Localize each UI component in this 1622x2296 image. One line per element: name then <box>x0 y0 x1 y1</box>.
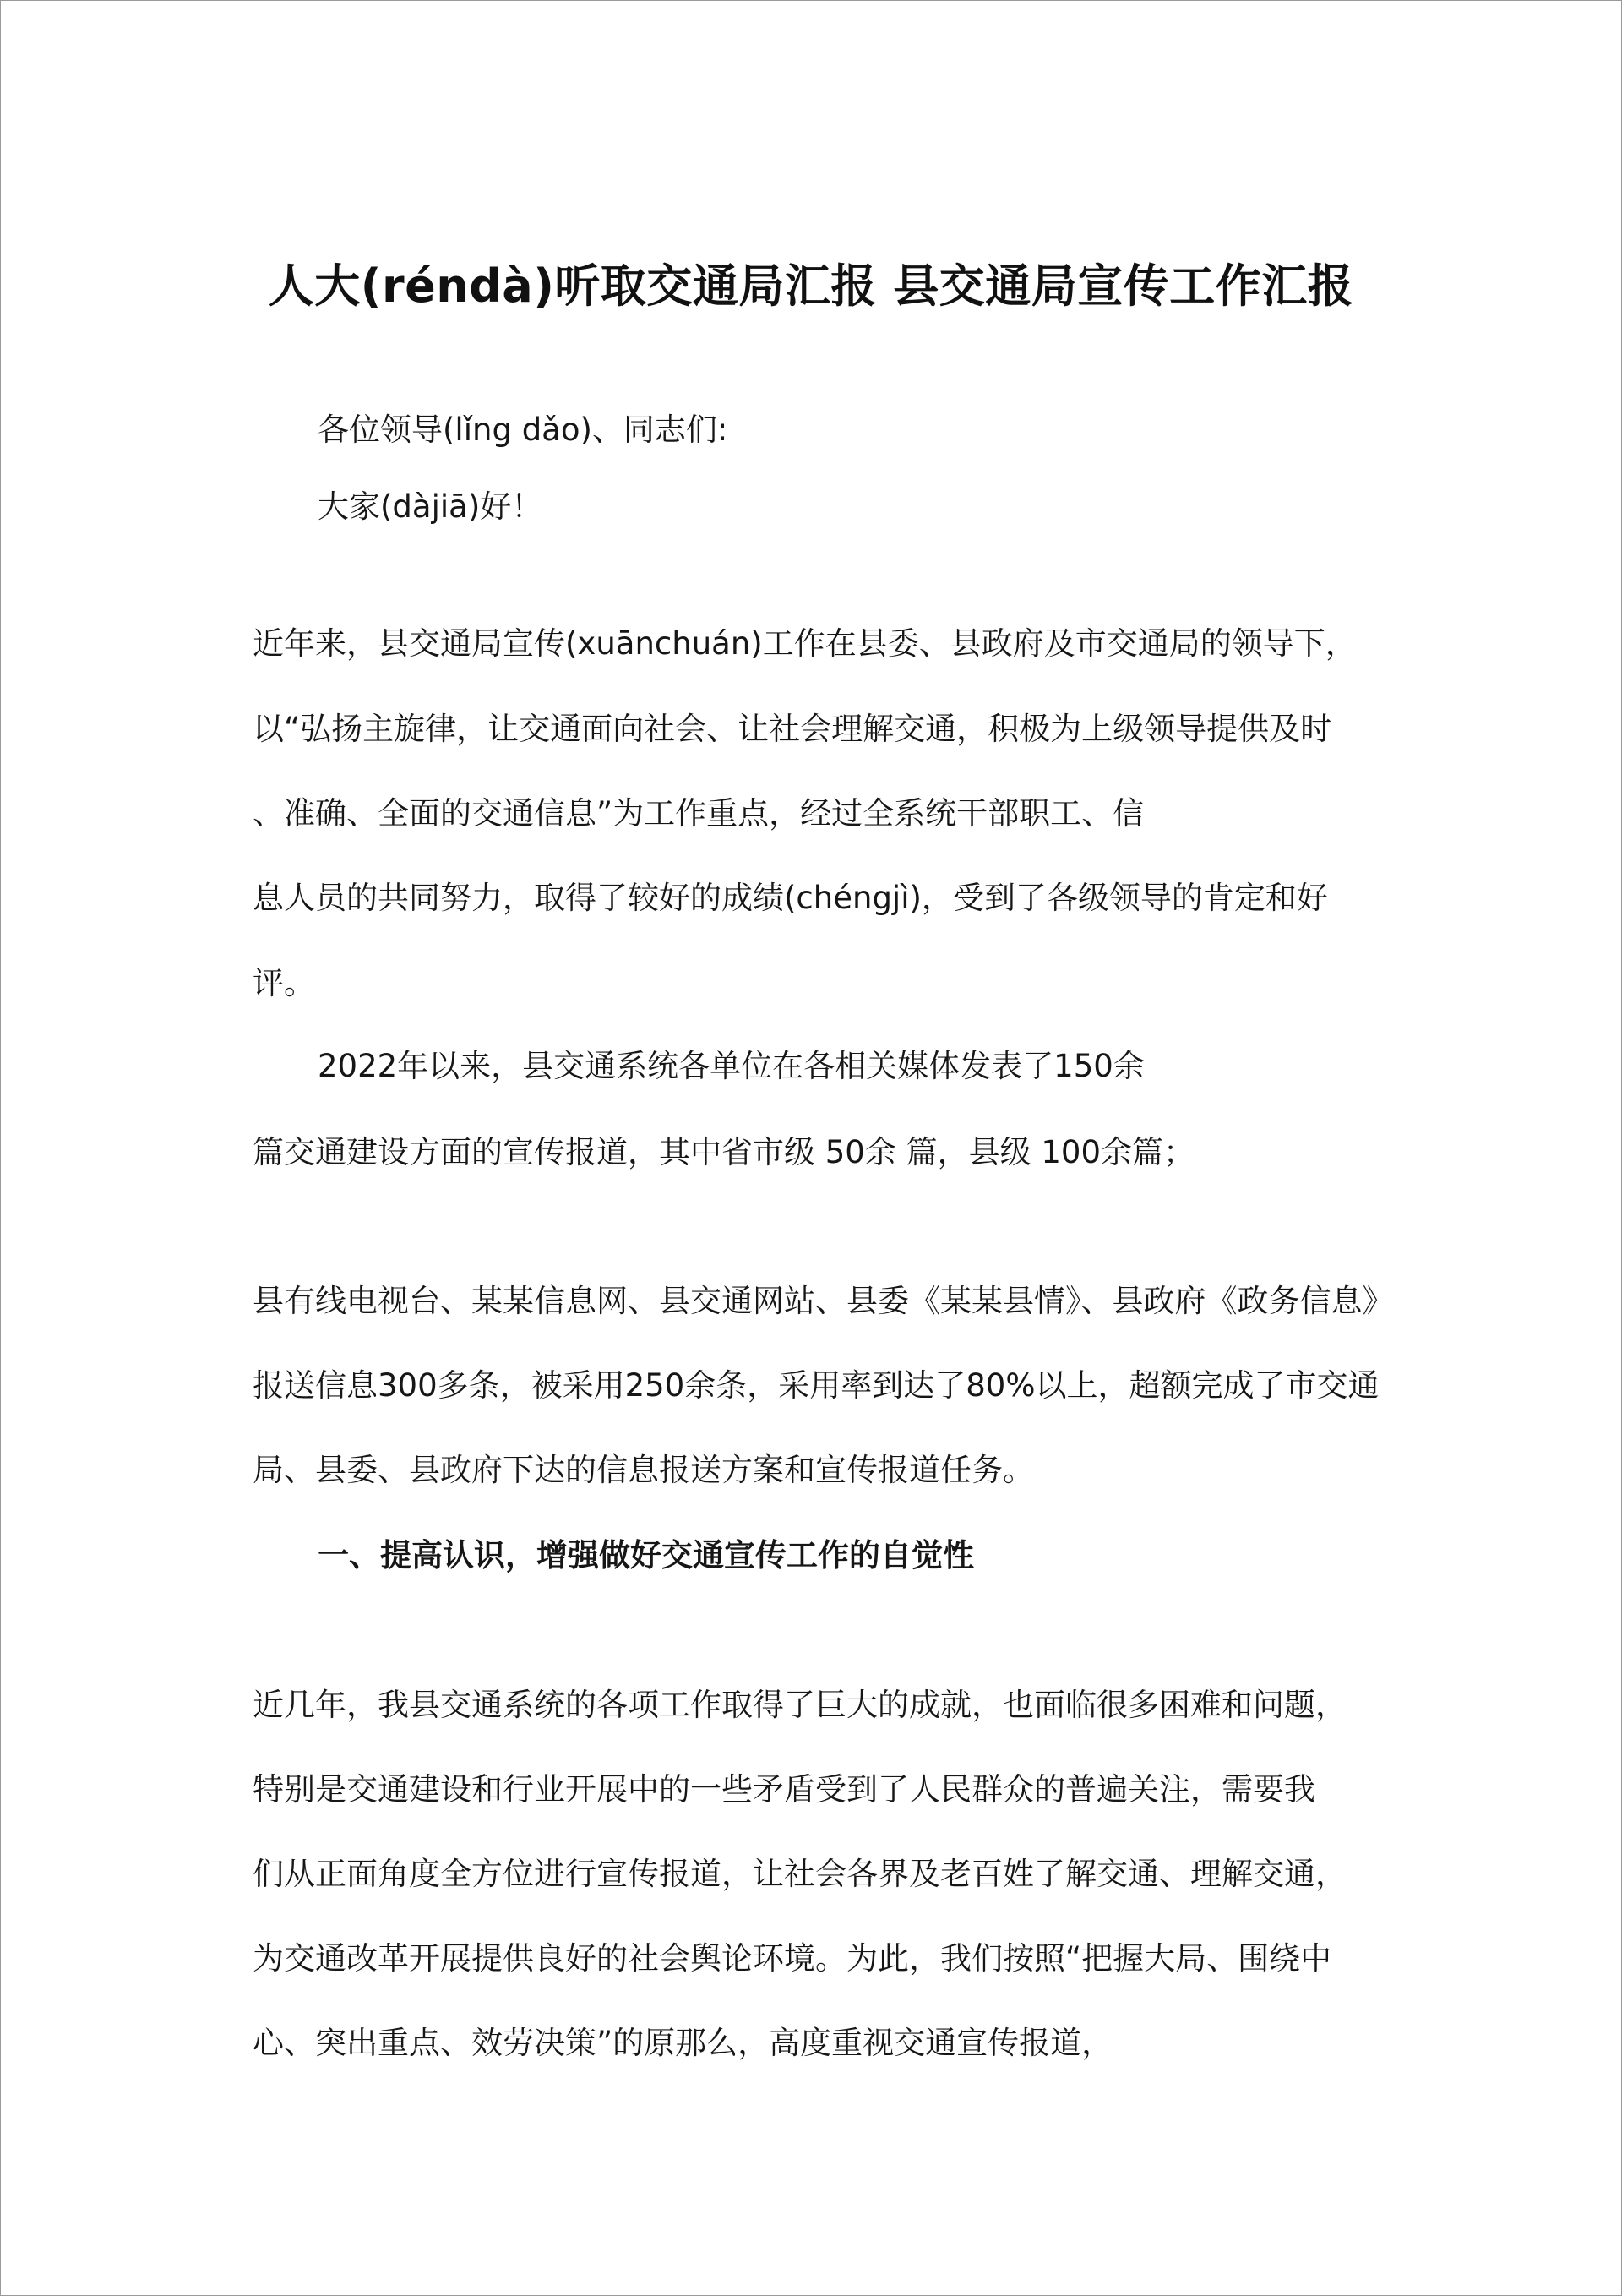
paragraph-line: 心、突出重点、效劳决策”的原那么，高度重视交通宣传报道， <box>253 2025 1113 2061</box>
paragraph-line: 特别是交通建设和行业开展中的一些矛盾受到了人民群众的普遍关注，需要我 <box>253 1771 1315 1808</box>
greeting-line: 各位领导(lǐng dǎo)、同志们: <box>318 412 728 448</box>
paragraph-line: 、准确、全面的交通信息”为工作重点，经过全系统干部职工、信 <box>253 795 1145 832</box>
paragraph-line: 们从正面角度全方位进行宣传报道，让社会各界及老百姓了解交通、理解交通， <box>253 1856 1347 1892</box>
paragraph-line: 以“弘扬主旋律，让交通面向社会、让社会理解交通，积极为上级领导提供及时 <box>253 711 1332 747</box>
paragraph-line: 为交通改革开展提供良好的社会舆论环境。为此，我们按照“把握大局、围绕中 <box>253 1940 1332 1977</box>
section-heading: 一、提高认识，增强做好交通宣传工作的自觉性 <box>318 1537 974 1573</box>
paragraph-line: 报送信息300多条，被采用250余条，采用率到达了80%以上，超额完成了市交通 <box>253 1367 1380 1404</box>
paragraph-line: 2022年以来，县交通系统各单位在各相关媒体发表了150余 <box>318 1048 1145 1084</box>
paragraph-line: 近年来，县交通局宣传(xuānchuán)工作在县委、县政府及市交通局的领导下， <box>253 625 1357 662</box>
paragraph-line: 近几年，我县交通系统的各项工作取得了巨大的成就，也面临很多困难和问题， <box>253 1687 1347 1723</box>
greeting-line: 大家(dàjiā)好！ <box>318 488 543 525</box>
paragraph-line: 评。 <box>253 965 315 1001</box>
paragraph-line: 息人员的共同努力，取得了较好的成绩(chéngjì)，受到了各级领导的肯定和好 <box>253 880 1328 916</box>
paragraph-line: 县有线电视台、某某信息网、县交通网站、县委《某某县情》、县政府《政务信息》 <box>253 1283 1394 1319</box>
document-title: 人大(réndà)听取交通局汇报 县交通局宣传工作汇报 <box>268 259 1354 313</box>
paragraph-line: 篇交通建设方面的宣传报道，其中省市级 50余 篇，县级 100余篇； <box>253 1134 1195 1170</box>
paragraph-line: 局、县委、县政府下达的信息报送方案和宣传报道任务。 <box>253 1452 1034 1488</box>
